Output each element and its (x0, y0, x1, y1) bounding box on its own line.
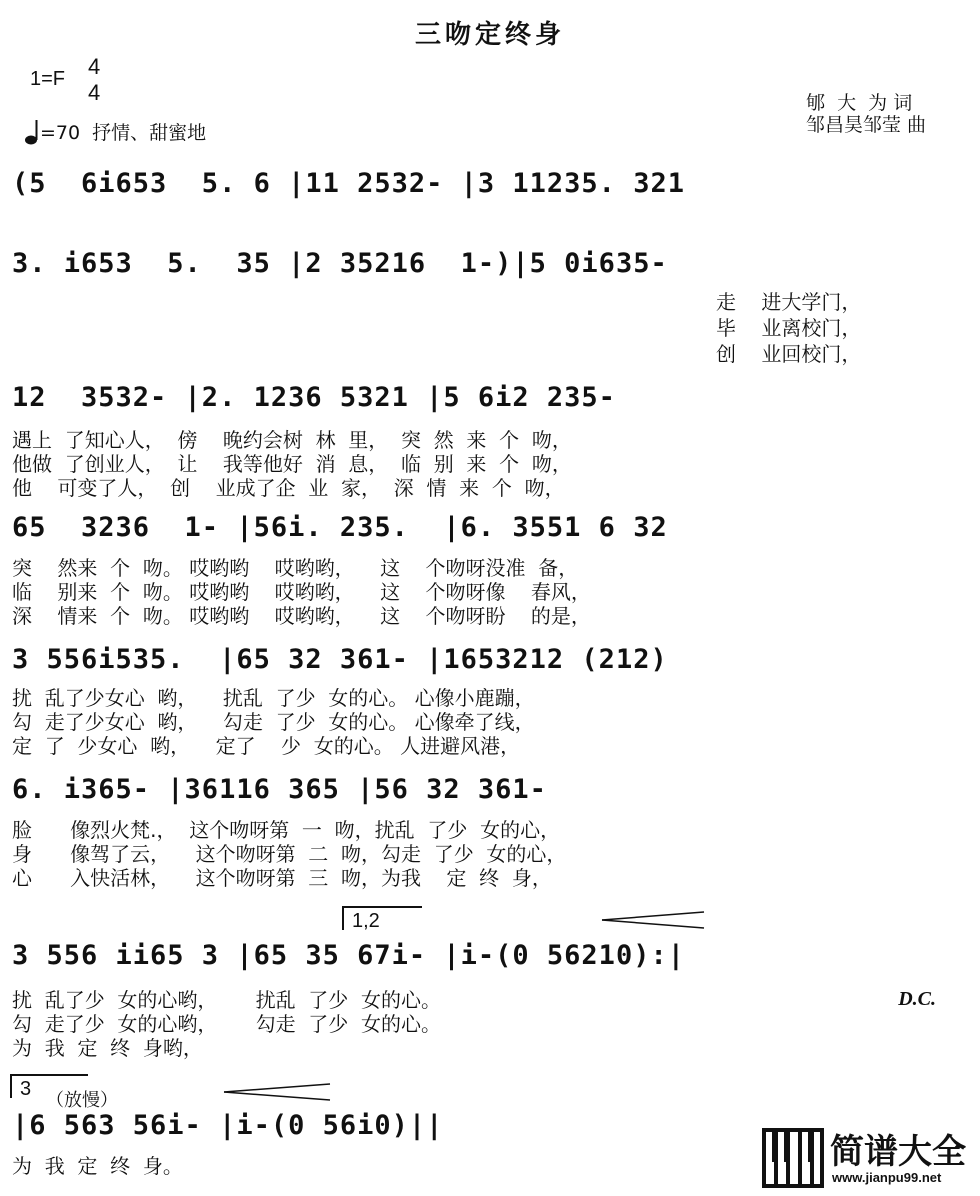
lyricist-credit: 郇 大 为 词 (806, 92, 913, 114)
notation-row-5: 3 556i535. |65 32 361- |1653212 (212) (12, 644, 668, 675)
tempo-marking: =70 抒情、甜蜜地 (40, 122, 207, 144)
lyric-row-5-verse-3: 定 了 少女心 哟， 定了 少 女的心。 人进避风港， (12, 734, 521, 758)
volta-label: 1,2 (352, 910, 380, 932)
lyric-row-4-verse-3: 深 情来 个 吻。 哎哟哟 哎哟哟， 这 个吻呀盼 的是， (12, 604, 591, 628)
notation-row-6: 6. i365- |36116 365 |56 32 361- (12, 774, 547, 805)
notation-row-8: |6 563 56i- |i-(0 56i0)|| (12, 1110, 444, 1141)
lyric-row-5-verse-1: 扰 乱了少女心 哟， 扰乱 了少 女的心。 心像小鹿蹦， (12, 686, 535, 710)
lyric-row-6-verse-2: 身 像驾了云， 这个吻呀第 二 吻，勾走 了少 女的心， (12, 842, 567, 866)
crescendo-hairpin-icon (222, 1082, 334, 1102)
notation-row-7: 3 556 ii65 3 |65 35 67i- |i-(0 56210):| (12, 940, 685, 971)
volta-label: 3 (20, 1078, 32, 1100)
da-capo-marking: D.C. (898, 988, 936, 1010)
lyric-row-2-verse-1: 走 进大学门， (716, 290, 862, 314)
site-url: www.jianpu99.net (832, 1170, 942, 1185)
site-logo-text: 简谱大全 (830, 1132, 966, 1172)
time-signature-top: 4 (88, 54, 101, 79)
lyric-row-8-verse-1: 为 我 定 终 身。 (12, 1154, 183, 1178)
crescendo-hairpin-icon (600, 910, 708, 930)
lyric-row-2-verse-2: 毕 业离校门， (716, 316, 862, 340)
key-signature: 1=F (30, 68, 66, 90)
lyric-row-3-verse-2: 他做 了创业人， 让 我等他好 消 息， 临 别 来 个 吻， (12, 452, 572, 476)
time-signature-bottom: 4 (88, 80, 101, 105)
tempo-change-note: （放慢） (46, 1090, 118, 1111)
song-title: 三吻定终身 (414, 20, 565, 50)
lyric-row-7-verse-2: 勾 走了少 女的心哟， 勾走 了少 女的心。 (12, 1012, 442, 1036)
notation-row-1: (5 6i653 5. 6 |11 2532- |3 11235. 321 (12, 168, 685, 199)
volta-bracket-1-2 (342, 906, 422, 930)
lyric-row-7-verse-1: 扰 乱了少 女的心哟， 扰乱 了少 女的心。 (12, 988, 442, 1012)
notation-row-3: 12 3532- |2. 1236 5321 |5 6i2 235- (12, 382, 616, 413)
notation-row-4: 65 3236 1- |56i. 235. |6. 3551 6 32 (12, 512, 668, 543)
composer-credit: 邹昌昊邹莹 曲 (806, 114, 927, 136)
lyric-row-5-verse-2: 勾 走了少女心 哟， 勾走 了少 女的心。 心像牵了线， (12, 710, 535, 734)
lyric-row-3-verse-3: 他 可变了人， 创 业成了企 业 家， 深 情 来 个 吻， (12, 476, 565, 500)
lyric-row-2-verse-3: 创 业回校门， (716, 342, 862, 366)
lyric-row-6-verse-3: 心 入快活林， 这个吻呀第 三 吻，为我 定 终 身， (12, 866, 552, 890)
lyric-row-6-verse-1: 脸 像烈火梵.， 这个吻呀第 一 吻，扰乱 了少 女的心， (12, 818, 561, 842)
lyric-row-4-verse-1: 突 然来 个 吻。 哎哟哟 哎哟哟， 这 个吻呀没准 备， (12, 556, 579, 580)
lyric-row-7-verse-3: 为 我 定 终 身哟， (12, 1036, 203, 1060)
notation-row-2: 3. i653 5. 35 |2 35216 1-)|5 0i635- (12, 248, 668, 279)
lyric-row-4-verse-2: 临 别来 个 吻。 哎哟哟 哎哟哟， 这 个吻呀像 春风， (12, 580, 591, 604)
lyric-row-3-verse-1: 遇上 了知心人， 傍 晚约会树 林 里， 突 然 来 个 吻， (12, 428, 572, 452)
